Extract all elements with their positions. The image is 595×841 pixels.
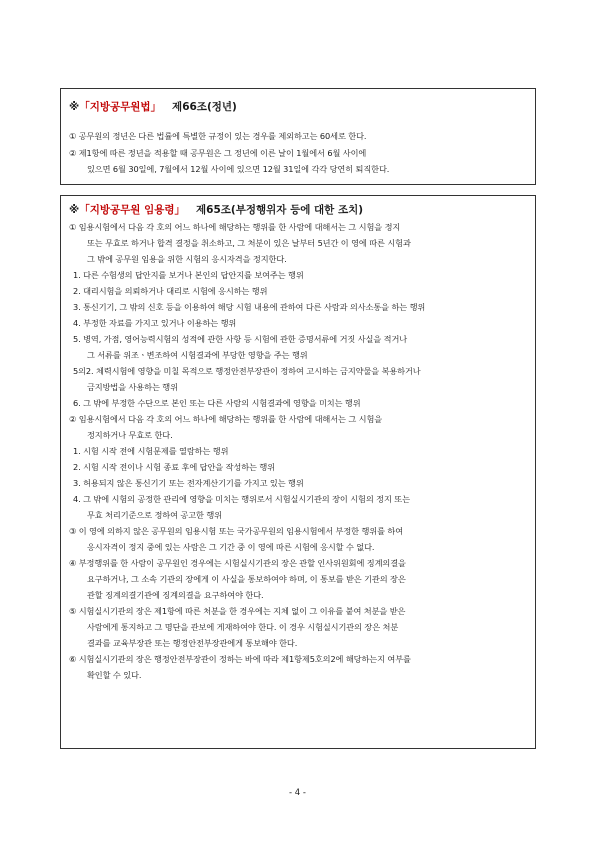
paragraph-line: ③ 이 영에 의하지 않은 공무원의 임용시험 또는 국가공무원의 임용시험에서 부정한 행위를 하여	[69, 526, 404, 536]
paragraph-line: 요구하거나, 그 소속 기관의 장에게 이 사실을 통보하여야 하며, 이 통보를 받은 기관의 장은	[87, 574, 406, 584]
paragraph-line: ⑤ 시험실시기관의 장은 제1항에 따른 처분을 한 경우에는 지체 없이 그 이유를 붙여 처분을 받은	[69, 606, 406, 616]
paragraph-line: ④ 부정행위를 한 사람이 공무원인 경우에는 시험실시기관의 장은 관할 인사위원회에 징계의결을	[69, 558, 406, 568]
paragraph-line: ② 임용시험에서 다음 각 호의 어느 하나에 해당하는 행위를 한 사람에 대해서는 그 시험을	[69, 414, 383, 424]
paragraph-line: 무효 처리기준으로 정하여 공고한 행위	[87, 510, 222, 520]
paragraph-line: 관할 징계의결기관에 징계의결을 요구하여야 한다.	[87, 590, 264, 600]
paragraph-line: 5의2. 체력시험에 영향을 미칠 목적으로 행정안전부장관이 정하여 고시하는 금지약물을 복용하거나	[73, 366, 421, 376]
paragraph-line: 6. 그 밖에 부정한 수단으로 본인 또는 다른 사람의 시험결과에 영향을 미치는 행위	[73, 398, 361, 408]
paragraph-line: 2. 시험 시작 전이나 시험 종료 후에 답안을 작성하는 행위	[73, 462, 275, 472]
paragraph-line: 1. 시험 시작 전에 시험문제를 열람하는 행위	[73, 446, 229, 456]
paragraph-line: 정지하거나 무효로 한다.	[87, 430, 173, 440]
paragraph-line: ① 임용시험에서 다음 각 호의 어느 하나에 해당하는 행위를 한 사람에 대해서는 그 시험을 정지	[69, 222, 401, 232]
paragraph-line: ② 제1항에 따른 정년을 적용할 때 공무원은 그 정년에 이른 날이 1월에서 6월 사이에	[69, 148, 367, 158]
paragraph-line: 사람에게 통지하고 그 명단을 관보에 게재하여야 한다. 이 경우 시험실시기관의 장은 처분	[87, 622, 399, 632]
section-box-misconduct	[60, 195, 536, 749]
reference-mark: ※	[69, 204, 80, 216]
paragraph-line: 결과를 교육부장관 또는 행정안전부장관에게 통보해야 한다.	[87, 638, 298, 648]
paragraph-line: 5. 병역, 가점, 영어능력시험의 성적에 관한 사항 등 시험에 관한 증명서류에 거짓 사실을 적거나	[73, 334, 408, 344]
paragraph-line: 그 밖에 공무원 임용을 위한 시험의 응시자격을 정지한다.	[87, 254, 287, 264]
paragraph-line: 있으면 6월 30일에, 7월에서 12월 사이에 있으면 12월 31일에 각각 당연히 퇴직한다.	[87, 164, 390, 174]
article-title: 제65조(부정행위자 등에 대한 조치)	[196, 204, 364, 216]
paragraph-line: 응시자격이 정지 중에 있는 사람은 그 기간 중 이 영에 따른 시험에 응시할 수 없다.	[87, 542, 375, 552]
page-number: - 4 -	[289, 788, 306, 798]
article-title: 제66조(정년)	[172, 101, 237, 113]
law-title: 「지방공무원법」	[79, 101, 162, 113]
paragraph-line: 그 서류를 위조ㆍ변조하여 시험결과에 부당한 영향을 주는 행위	[87, 350, 308, 360]
paragraph-line: 3. 통신기기, 그 밖의 신호 등을 이용하여 해당 시험 내용에 관하여 다른 사람과 의사소통을 하는 행위	[73, 302, 426, 312]
paragraph-line: 확인할 수 있다.	[87, 670, 142, 680]
paragraph-line: 1. 다른 수험생의 답안지를 보거나 본인의 답안지를 보여주는 행위	[73, 270, 304, 280]
paragraph-line: 또는 무효로 하거나 합격 결정을 취소하고, 그 처분이 있은 날부터 5년간 이 영에 따른 시험과	[87, 238, 411, 248]
paragraph-line: ⑥ 시험실시기관의 장은 행정안전부장관이 정하는 바에 따라 제1항제5호의2에 해당하는지 여부를	[69, 654, 411, 664]
paragraph-line: 4. 부정한 자료를 가지고 있거나 이용하는 행위	[73, 318, 237, 328]
law-title: 「지방공무원 임용령」	[79, 204, 186, 216]
reference-mark: ※	[69, 101, 80, 113]
section-heading	[69, 99, 237, 114]
section-heading	[69, 202, 363, 217]
paragraph-line: 4. 그 밖에 시험의 공정한 관리에 영향을 미치는 행위로서 시험실시기관의 장이 시험의 정지 또는	[73, 494, 410, 504]
section-box-retirement	[60, 88, 536, 185]
paragraph-line: ① 공무원의 정년은 다른 법률에 특별한 규정이 있는 경우를 제외하고는 60세로 한다.	[69, 131, 367, 141]
paragraph-line: 3. 허용되지 않은 통신기기 또는 전자계산기기를 가지고 있는 행위	[73, 478, 304, 488]
paragraph-line: 2. 대리시험을 의뢰하거나 대리로 시험에 응시하는 행위	[73, 286, 268, 296]
paragraph-line: 금지방법을 사용하는 행위	[87, 382, 178, 392]
